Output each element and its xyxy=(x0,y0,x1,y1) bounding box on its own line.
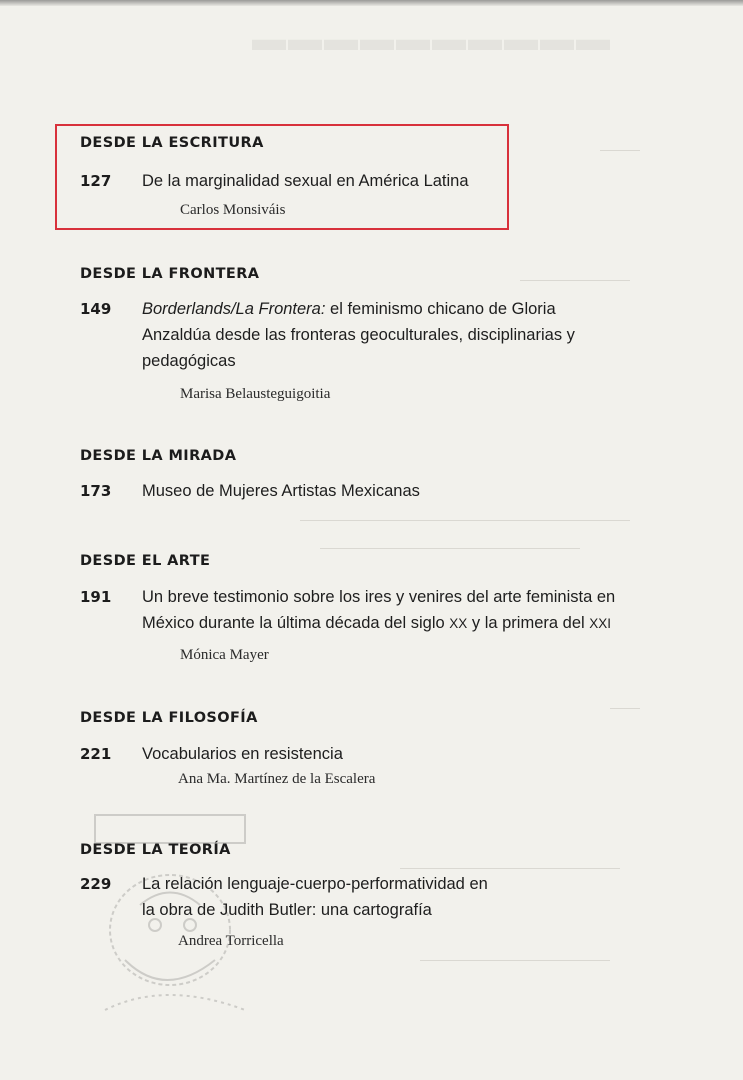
section-heading: DESDE LA MIRADA xyxy=(80,448,237,464)
page-number: 149 xyxy=(80,300,112,318)
show-through-line xyxy=(320,548,580,549)
entry-title-century: XXI xyxy=(589,616,612,631)
entry-author: Ana Ma. Martínez de la Escalera xyxy=(178,771,376,787)
entry-author: Carlos Monsiváis xyxy=(180,202,286,218)
entry-title: Museo de Mujeres Artistas Mexicanas xyxy=(142,482,420,500)
toc-section-frontera xyxy=(80,266,612,403)
entry-author: Marisa Belausteguigoitia xyxy=(180,386,331,402)
entry-author: Mónica Mayer xyxy=(180,647,269,663)
section-heading: DESDE LA FRONTERA xyxy=(80,266,260,282)
show-through-heading: ▬▬▬▬▬▬▬▬▬▬ xyxy=(250,20,610,58)
toc-section-teoria xyxy=(80,842,502,950)
entry-title xyxy=(142,584,662,637)
show-through-line xyxy=(610,708,640,709)
toc-entry xyxy=(80,584,662,637)
section-heading: DESDE EL ARTE xyxy=(80,553,211,569)
page-number: 229 xyxy=(80,875,112,893)
toc-section-arte xyxy=(80,553,662,664)
entry-title: De la marginalidad sexual en América Latina xyxy=(142,172,469,190)
show-through-line xyxy=(420,960,610,961)
entry-title-part: Un breve testimonio sobre los ires y venires del arte feminista en México durante la última década del siglo xyxy=(142,588,616,632)
entry-title xyxy=(142,296,612,374)
toc-entry xyxy=(80,168,662,194)
entry-title-italic: Borderlands/La Frontera: xyxy=(142,300,326,318)
toc-section-filosofia xyxy=(80,710,662,788)
entry-title-part: y la primera del xyxy=(467,614,590,632)
toc-entry xyxy=(80,478,662,504)
toc-entry xyxy=(80,871,502,923)
entry-title: La relación lenguaje-cuerpo-performatividad en la obra de Judith Butler: una cartografía xyxy=(142,875,488,919)
page-top-edge xyxy=(0,0,743,6)
toc-entry xyxy=(80,741,662,767)
section-heading: DESDE LA TEORÍA xyxy=(80,842,231,858)
page-number: 221 xyxy=(80,745,112,763)
section-heading: DESDE LA FILOSOFÍA xyxy=(80,710,258,726)
page-number: 173 xyxy=(80,482,112,500)
section-heading: DESDE LA ESCRITURA xyxy=(80,135,264,151)
page-number: 191 xyxy=(80,588,112,606)
show-through-line xyxy=(300,520,630,521)
entry-title: Vocabularios en resistencia xyxy=(142,745,343,763)
toc-section-mirada xyxy=(80,448,662,504)
toc-section-escritura xyxy=(80,135,662,219)
entry-title-century: XX xyxy=(449,616,468,631)
toc-entry xyxy=(80,296,612,374)
entry-author: Andrea Torricella xyxy=(178,933,284,949)
page-number: 127 xyxy=(80,172,112,190)
entry-title-rest: el feminismo chicano de Gloria Anzaldúa desde las fronteras geoculturales, disciplinarias y pedagógicas xyxy=(142,300,575,370)
